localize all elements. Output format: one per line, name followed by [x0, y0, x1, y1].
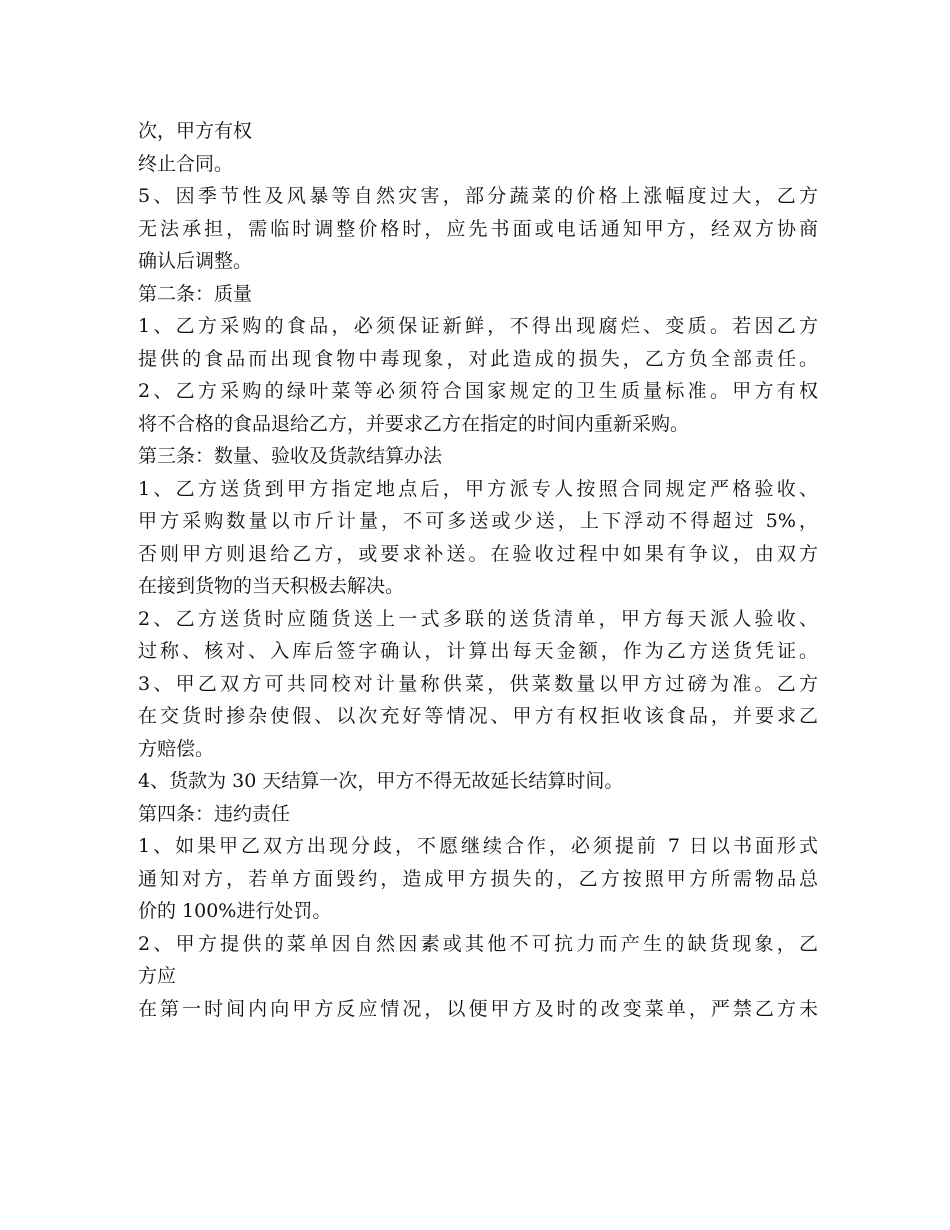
- document-line: 1、乙方采购的食品，必须保证新鲜，不得出现腐烂、变质。若因乙方: [138, 315, 818, 337]
- document-line: 第二条：质量: [138, 282, 253, 305]
- document-line: 1、乙方送货到甲方指定地点后，甲方派专人按照合同规定严格验收、: [138, 477, 818, 500]
- document-line: 方应: [138, 965, 177, 987]
- document-line: 价的 100%进行处罚。: [138, 900, 332, 922]
- document-line: 通知对方，若单方面毁约，造成甲方损失的，乙方按照甲方所需物品总: [138, 867, 818, 890]
- document-line: 将不合格的食品退给乙方，并要求乙方在指定的时间内重新采购。: [138, 412, 690, 435]
- document-line: 3、甲乙双方可共同校对计量称供菜，供菜数量以甲方过磅为准。乙方: [138, 672, 818, 695]
- document-line: 4、货款为 30 天结算一次，甲方不得无故延长结算时间。: [138, 770, 624, 792]
- document-line: 提供的食品而出现食物中毒现象，对此造成的损失，乙方负全部责任。: [138, 347, 818, 370]
- document-line: 确认后调整。: [138, 250, 253, 272]
- document-line: 2、甲方提供的菜单因自然因素或其他不可抗力而产生的缺货现象，乙: [138, 932, 818, 955]
- document-line: 在交货时掺杂使假、以次充好等情况、甲方有权拒收该食品，并要求乙: [138, 705, 818, 727]
- document-line: 甲方采购数量以市斤计量，不可多送或少送，上下浮动不得超过 5%，: [138, 510, 818, 532]
- document-line: 2、乙方送货时应随货送上一式多联的送货清单，甲方每天派人验收、: [138, 607, 818, 630]
- document-line: 第三条：数量、验收及货款结算办法: [138, 445, 443, 467]
- document-line: 第四条：违约责任: [138, 802, 291, 825]
- document-line: 次，甲方有权: [138, 120, 253, 142]
- document-line: 否则甲方则退给乙方，或要求补送。在验收过程中如果有争议，由双方: [138, 542, 818, 565]
- document-line: 终止合同。: [138, 152, 234, 175]
- document-line: 在接到货物的当天积极去解决。: [138, 575, 405, 597]
- document-line: 2、乙方采购的绿叶菜等必须符合国家规定的卫生质量标准。甲方有权: [138, 380, 818, 402]
- document-line: 1、如果甲乙双方出现分歧，不愿继续合作，必须提前 7 日以书面形式: [138, 835, 818, 857]
- document-line: 过称、核对、入库后签字确认，计算出每天金额，作为乙方送货凭证。: [138, 640, 818, 662]
- document-body: [138, 115, 818, 1025]
- document-line: 无法承担，需临时调整价格时，应先书面或电话通知甲方，经双方协商: [138, 217, 818, 240]
- document-line: 方赔偿。: [138, 737, 215, 760]
- document-line: 在第一时间内向甲方反应情况，以便甲方及时的改变菜单，严禁乙方未: [138, 997, 818, 1020]
- document-line: 5、因季节性及风暴等自然灾害，部分蔬菜的价格上涨幅度过大，乙方: [138, 185, 818, 207]
